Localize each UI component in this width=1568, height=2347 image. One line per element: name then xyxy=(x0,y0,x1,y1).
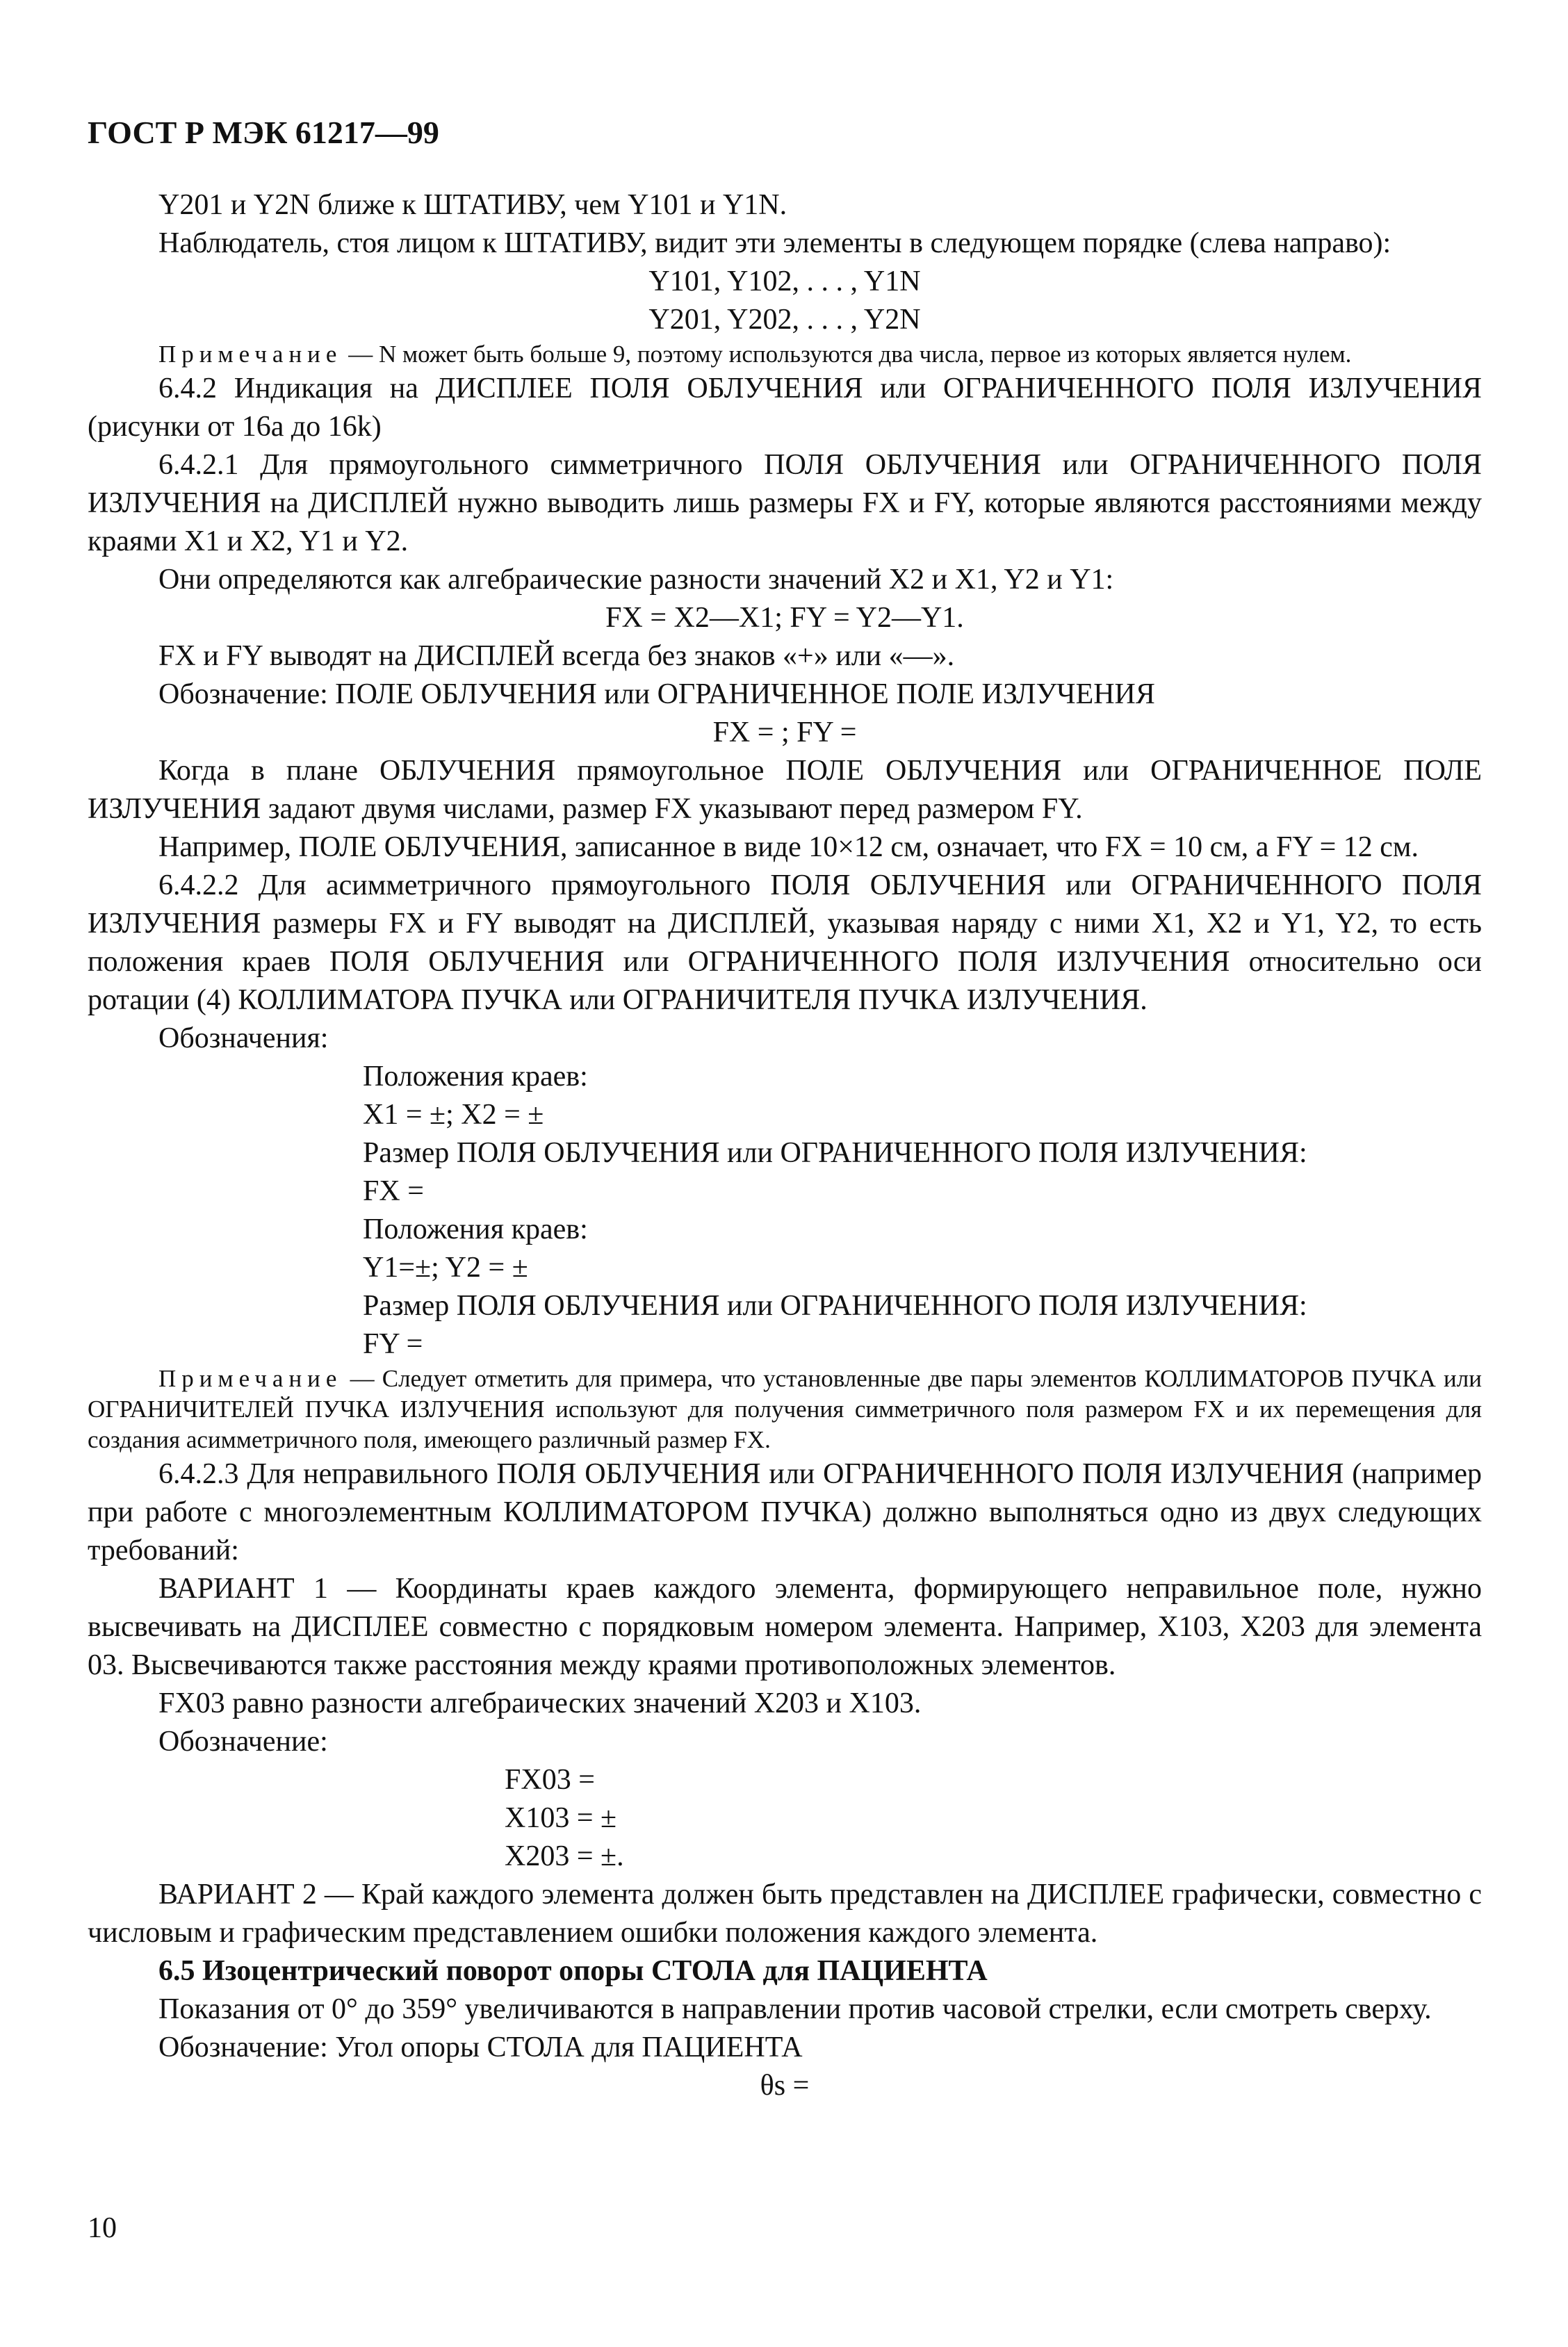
paragraph: FX03 равно разности алгебраических значений X203 и X103. xyxy=(158,1687,922,1719)
section-heading: 6.5 Изоцентрический поворот опоры СТОЛА для ПАЦИЕНТА xyxy=(158,1955,988,1987)
formula: X103 = ± xyxy=(505,1802,617,1834)
paragraph: 6.4.2.2 Для асимметричного прямоугольного ПОЛЯ ОБЛУЧЕНИЯ или ОГРАНИЧЕННОГО ПОЛЯ ИЗЛУЧЕНИЯ размеры FX и FY выводят на ДИСПЛЕЙ, указывая наряду с ними X1, X2 и Y1, Y2, то есть положения краев ПОЛЯ ОБЛУЧЕНИЯ или ОГРАНИЧЕННОГО ПОЛЯ ИЗЛУЧЕНИЯ относительно оси ротации (4) КОЛЛИМАТОРА ПУЧКА или ОГРАНИЧИТЕЛЯ ПУЧКА ИЗЛУЧЕНИЯ. xyxy=(88,869,1482,1016)
paragraph: Y201 и Y2N ближе к ШТАТИВУ, чем Y101 и Y1N. xyxy=(158,189,787,221)
paragraph: Обозначение: xyxy=(158,1726,328,1758)
paragraph: 6.4.2.1 Для прямоугольного симметричного ПОЛЯ ОБЛУЧЕНИЯ или ОГРАНИЧЕННОГО ПОЛЯ ИЗЛУЧЕНИЯ на ДИСПЛЕЙ нужно выводить лишь размеры FX и FY, которые являются расстояниями между краями X1 и X2, Y1 и Y2. xyxy=(88,449,1482,557)
designation-line: Положения краев: xyxy=(363,1213,588,1245)
paragraph: Они определяются как алгебраические разности значений X2 и X1, Y2 и Y1: xyxy=(158,564,1114,596)
paragraph: Когда в плане ОБЛУЧЕНИЯ прямоугольное ПОЛЕ ОБЛУЧЕНИЯ или ОГРАНИЧЕННОЕ ПОЛЕ ИЗЛУЧЕНИЯ задают двумя числами, размер FX указывают перед размером FY. xyxy=(88,755,1482,825)
sequence-line: Y101, Y102, . . . , Y1N xyxy=(648,265,921,297)
sequence-line: Y201, Y202, . . . , Y2N xyxy=(648,304,921,336)
document-header: ГОСТ Р МЭК 61217—99 xyxy=(88,115,439,150)
note xyxy=(88,339,1482,370)
designation-line: Положения краев: xyxy=(363,1061,588,1093)
formula: X203 = ±. xyxy=(505,1840,624,1872)
note-text: — N может быть больше 9, поэтому используются два числа, первое из которых является нулем. xyxy=(342,341,1352,368)
paragraph: Обозначения: xyxy=(158,1022,329,1054)
paragraph: Обозначение: Угол опоры СТОЛА для ПАЦИЕНТА xyxy=(158,2031,803,2063)
designation-line: FY = xyxy=(363,1328,423,1360)
note-label: Примечание xyxy=(158,1365,343,1392)
note xyxy=(88,1364,1482,1455)
designation-line: X1 = ±; X2 = ± xyxy=(363,1099,544,1131)
paragraph: Например, ПОЛЕ ОБЛУЧЕНИЯ, записанное в виде 10×12 см, означает, что FX = 10 см, а FY = 12 см. xyxy=(158,831,1419,863)
designation-line: Размер ПОЛЯ ОБЛУЧЕНИЯ или ОГРАНИЧЕННОГО ПОЛЯ ИЗЛУЧЕНИЯ: xyxy=(363,1290,1307,1322)
page-number: 10 xyxy=(88,2212,117,2244)
designation-line: Y1=±; Y2 = ± xyxy=(363,1252,528,1284)
note-label: Примечание xyxy=(158,341,343,368)
paragraph: Показания от 0° до 359° увеличиваются в направлении против часовой стрелки, если смотреть сверху. xyxy=(158,1993,1432,2025)
paragraph: Обозначение: ПОЛЕ ОБЛУЧЕНИЯ или ОГРАНИЧЕННОЕ ПОЛЕ ИЗЛУЧЕНИЯ xyxy=(158,678,1155,710)
paragraph: 6.4.2.3 Для неправильного ПОЛЯ ОБЛУЧЕНИЯ или ОГРАНИЧЕННОГО ПОЛЯ ИЗЛУЧЕНИЯ (например при работе с многоэлементным КОЛЛИМАТОРОМ ПУЧКА) должно выполняться одно из двух следующих требований: xyxy=(88,1458,1482,1567)
formula: FX = X2—X1; FY = Y2—Y1. xyxy=(605,602,964,634)
paragraph: FX и FY выводят на ДИСПЛЕЙ всегда без знаков «+» или «—». xyxy=(158,640,955,672)
paragraph: ВАРИАНТ 2 — Край каждого элемента должен быть представлен на ДИСПЛЕЕ графически, совместно с числовым и графическим представлением ошибки положения каждого элемента. xyxy=(88,1879,1482,1949)
paragraph: Наблюдатель, стоя лицом к ШТАТИВУ, видит эти элементы в следующем порядке (слева направо): xyxy=(158,227,1391,259)
designation-line: FX = xyxy=(363,1175,424,1207)
formula: FX03 = xyxy=(505,1764,595,1796)
formula: FX = ; FY = xyxy=(712,717,857,749)
document-body xyxy=(88,186,1482,2105)
paragraph: ВАРИАНТ 1 — Координаты краев каждого элемента, формирующего неправильное поле, нужно высвечивать на ДИСПЛЕЕ совместно с порядковым номером элемента. Например, X103, X203 для элемента 03. Высвечиваются также расстояния между краями противоположных элементов. xyxy=(88,1573,1482,1681)
designation-line: Размер ПОЛЯ ОБЛУЧЕНИЯ или ОГРАНИЧЕННОГО ПОЛЯ ИЗЛУЧЕНИЯ: xyxy=(363,1137,1307,1169)
section-heading: 6.4.2 Индикация на ДИСПЛЕЕ ПОЛЯ ОБЛУЧЕНИЯ или ОГРАНИЧЕННОГО ПОЛЯ ИЗЛУЧЕНИЯ (рисунки от 16а до 16k) xyxy=(88,373,1482,443)
note-text: — Следует отметить для примера, что установленные две пары элементов КОЛЛИМАТОРОВ ПУЧКА или ОГРАНИЧИТЕЛЕЙ ПУЧКА ИЗЛУЧЕНИЯ используют для получения симметричного поля размером FX и их перемещения для создания асимметричного поля, имеющего различный размер FX. xyxy=(88,1365,1482,1453)
formula: θs = xyxy=(760,2070,810,2102)
